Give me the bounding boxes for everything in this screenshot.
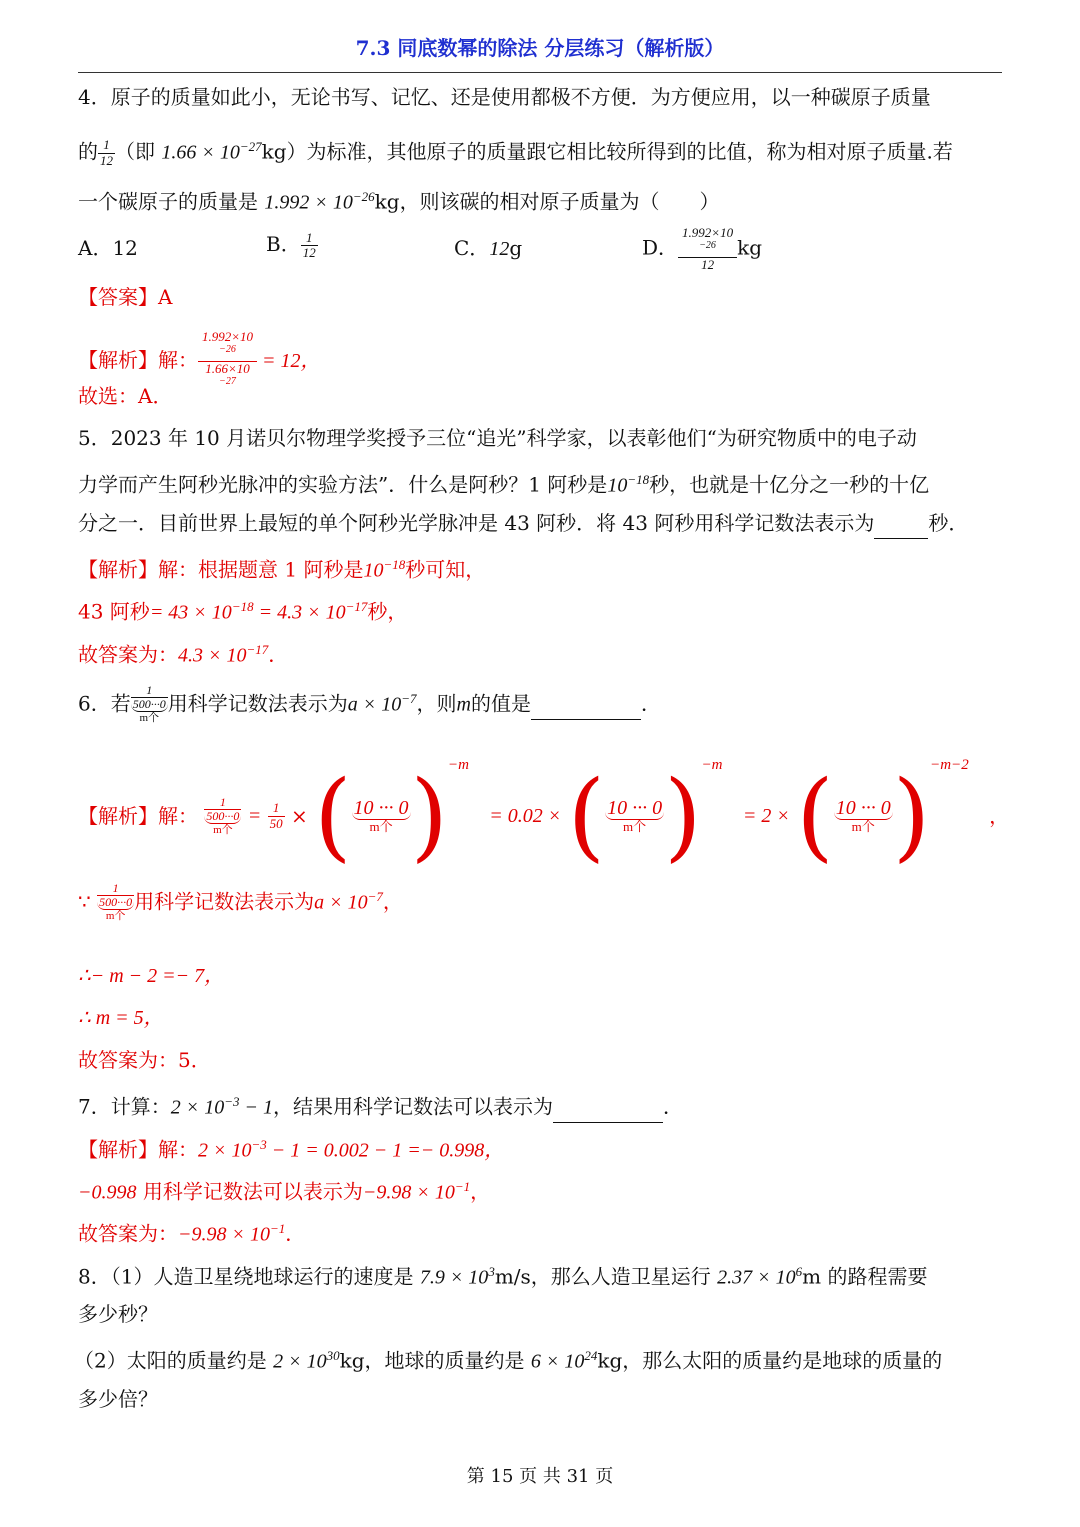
q5-stem-line3: 分之一．目前世界上最短的单个阿秒光学脉冲是 43 阿秒．将 43 阿秒用科学记数法表示为 秒． — [78, 508, 968, 539]
q4-option-a: A．12 — [78, 236, 138, 260]
q8-part1-line2: 多少秒？ — [78, 1302, 158, 1326]
q4-option-d: D． 1.992×10 $^{-26}$ 12 kg — [642, 225, 762, 272]
q4-stem-line1: 4．原子的质量如此小，无论书写、记忆、还是使用都极不方便．为方便应用，以一种碳原子质量 — [78, 85, 931, 109]
q6-because: ∵ 1 500···0 m个 用科学记数法表示为$a \times 10^{-7}$， — [78, 881, 403, 923]
q8-part1-line1: 8．（1）人造卫星绕地球运行的速度是 $7.9 \times 10^3m/s$，那么人造卫星运行 $2.37 \times 10^6m$ 的路程需要 — [78, 1264, 928, 1289]
q4-stem-line2: 的 $\frac{1}{12}$ （即 $1.66 \times 10^{-27}kg$）为标准，其他原子的质量跟它相比较所得到的比值，称为相对原子质量.若 — [78, 137, 953, 168]
q8-part2-line2: 多少倍？ — [78, 1387, 158, 1411]
header-divider — [78, 72, 1002, 73]
q8-part2-line1: （2）太阳的质量约是 $2 \times 10^{30}kg$，地球的质量约是 $6 \times 10^{24}kg$，那么太阳的质量约是地球的质量的 — [74, 1348, 943, 1373]
q6-analysis-line1: 【解析】解： 1 500···0 m个 = $\frac{1}{50}$ × ( 10 ··· 0 m个 )$^{-m}$ = 0.02 × ( 10 ··· 0 m个 )$^{-m}$ = 2 × ( 10 ··· 0 m个 )$^{-m-2}$ ， — [78, 757, 1010, 872]
q7-analysis-line1: 【解析】解：$2 \times 10^{-3} - 1 = 0.002 - 1 =- 0.998$， — [78, 1137, 505, 1162]
q5-stem-line2: 力学而产生阿秒光脉冲的实验方法”．什么是阿秒？1 阿秒是$10^{-18}$秒，也就是十亿分之一秒的十亿 — [78, 472, 930, 497]
q6-therefore-2: ∴ m = 5， — [78, 1007, 164, 1029]
q4-answer: 【答案】A — [78, 285, 173, 309]
q5-analysis-line2: 43 阿秒= $43 \times 10^{-18} = 4.3 \times 10^{-17}$秒， — [78, 599, 408, 624]
q7-stem: 7．计算：$2 \times 10^{-3} - 1$，结果用科学记数法可以表示为 ． — [78, 1087, 683, 1123]
q6-conclusion: 故答案为：5． — [78, 1048, 211, 1072]
q7-analysis-line2: −0.998 用科学记数法可以表示为$-9.98 \times 10^{-1}$， — [78, 1179, 491, 1204]
q5-conclusion: 故答案为：$4.3 \times 10^{-17}$． — [78, 642, 289, 667]
q5-stem-line1: 5．2023 年 10 月诺贝尔物理学奖授予三位“追光”科学家，以表彰他们“为研究物质中的电子动 — [78, 426, 917, 450]
q6-therefore-1: ∴− m − 2 =− 7， — [78, 965, 225, 987]
q5-analysis-line1: 【解析】解：根据题意 1 阿秒是$10^{-18}$秒可知， — [78, 557, 486, 582]
q4-option-b: B． $\frac{1}{12}$ — [266, 229, 316, 260]
q4-option-c: C．12g — [454, 236, 523, 260]
page-title: 7.3 同底数幂的除法 分层练习（解析版） — [355, 36, 725, 60]
q4-analysis: 【解析】解： 1.992×10 $^{-26}$ 1.66×10 $^{-27}$ = 12， — [78, 329, 321, 388]
page-footer: 第 15 页 共 31 页 — [466, 1466, 614, 1487]
q4-conclusion: 故选：A． — [78, 384, 173, 408]
fraction: $\frac{1}{12}$ — [100, 137, 113, 168]
q4-stem-line3: 一个碳原子的质量是 $1.992 \times 10^{-26}kg$，则该碳的相对原子质量为（ ） — [78, 189, 720, 214]
q6-stem: 6．若 1 500···0 m个 用科学记数法表示为$a \times 10^{-7}$，则m的值是 ． — [78, 683, 661, 725]
q7-conclusion: 故答案为：$-9.98 \times 10^{-1}$． — [78, 1221, 306, 1246]
